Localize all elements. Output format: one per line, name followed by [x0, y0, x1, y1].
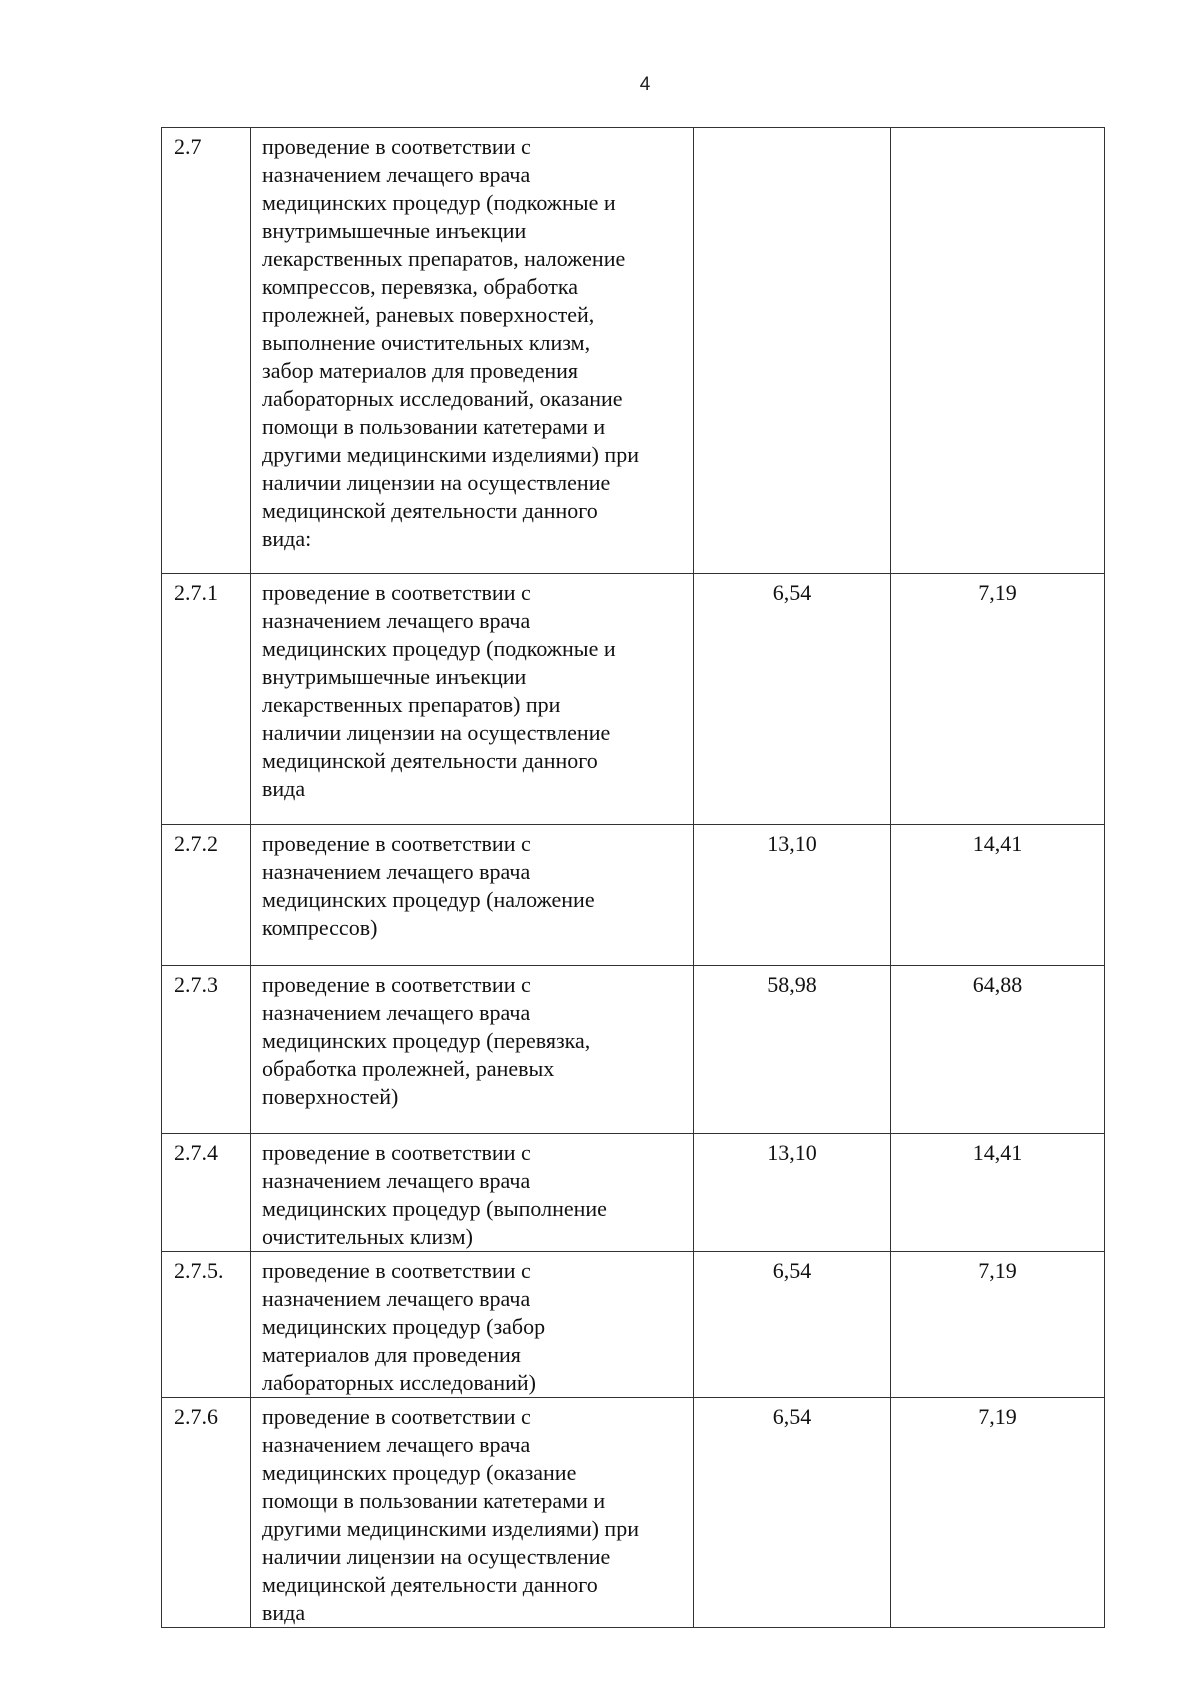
- row-number: 2.7.3: [162, 966, 251, 1134]
- value-column-1: 6,54: [694, 1252, 891, 1398]
- page-number: 4: [639, 74, 651, 95]
- row-number: 2.7.2: [162, 825, 251, 966]
- table-row: [162, 825, 1105, 966]
- row-number: 2.7.6: [162, 1398, 251, 1628]
- value-column-1: 58,98: [694, 966, 891, 1134]
- description-text: проведение в соответствии с назначением лечащего врача медицинских процедур (подкожные и внутримышечные инъекции лекарственных препаратов) при наличии лицензии на осуществление медицинской деятельности данного вида: [262, 580, 616, 801]
- value-column-1: 6,54: [694, 1398, 891, 1628]
- value-column-2: 7,19: [891, 1398, 1105, 1628]
- value-column-1: 13,10: [694, 1134, 891, 1252]
- row-description: [251, 966, 694, 1134]
- value-column-2: [891, 128, 1105, 574]
- description-text: проведение в соответствии с назначением лечащего врача медицинских процедур (перевязка, обработка пролежней, раневых поверхностей): [262, 972, 591, 1109]
- value-column-2: 14,41: [891, 1134, 1105, 1252]
- value-column-2: 14,41: [891, 825, 1105, 966]
- table-row: [162, 1252, 1105, 1398]
- row-number: 2.7: [162, 128, 251, 574]
- description-text: проведение в соответствии с назначением лечащего врача медицинских процедур (забор материалов для проведения лабораторных исследований): [262, 1258, 546, 1395]
- table-row: [162, 1134, 1105, 1252]
- table-row: [162, 966, 1105, 1134]
- value-column-1: 13,10: [694, 825, 891, 966]
- value-column-2: 64,88: [891, 966, 1105, 1134]
- value-column-2: 7,19: [891, 1252, 1105, 1398]
- description-text: проведение в соответствии с назначением лечащего врача медицинских процедур (наложение компрессов): [262, 831, 595, 940]
- row-description: [251, 1252, 694, 1398]
- table-row: [162, 574, 1105, 825]
- row-number: 2.7.1: [162, 574, 251, 825]
- row-number: 2.7.4: [162, 1134, 251, 1252]
- row-description: [251, 825, 694, 966]
- row-description: [251, 1398, 694, 1628]
- description-text: проведение в соответствии с назначением лечащего врача медицинских процедур (оказание помощи в пользовании катетерами и другими медицинскими изделиями) при наличии лицензии на осуществление медицинской деятельности данного вида: [262, 1404, 639, 1625]
- value-column-1: [694, 128, 891, 574]
- row-number: 2.7.5.: [162, 1252, 251, 1398]
- row-description: [251, 128, 694, 574]
- value-column-1: 6,54: [694, 574, 891, 825]
- table-row: [162, 1398, 1105, 1628]
- value-column-2: 7,19: [891, 574, 1105, 825]
- table-row: [162, 128, 1105, 574]
- services-table: [161, 127, 1105, 1628]
- description-text: проведение в соответствии с назначением лечащего врача медицинских процедур (подкожные и внутримышечные инъекции лекарственных препаратов, наложение компрессов, перевязка, обработка пролежней, раневых поверхностей, выполнение очистительных клизм, забор материалов для проведения лабораторных исследований, оказание помощи в пользовании катетерами и другими медицинскими изделиями) при наличии лицензии на осуществление медицинской деятельности данного вида:: [262, 134, 639, 551]
- row-description: [251, 1134, 694, 1252]
- description-text: проведение в соответствии с назначением лечащего врача медицинских процедур (выполнение очистительных клизм): [262, 1140, 607, 1249]
- row-description: [251, 574, 694, 825]
